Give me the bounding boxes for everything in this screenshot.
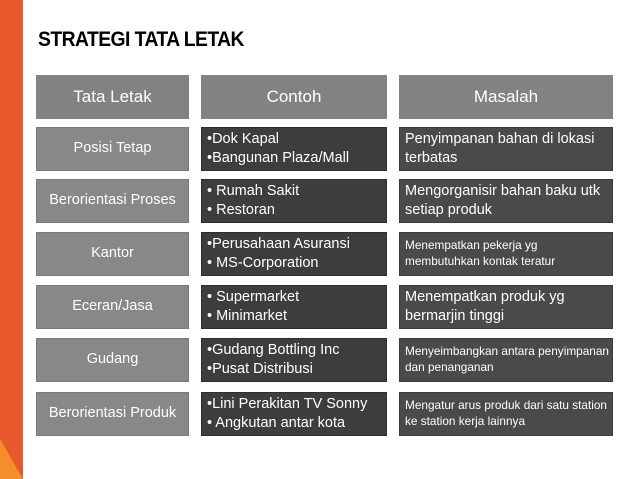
examples-gudang — [201, 338, 387, 382]
header-masalah: Masalah — [399, 75, 613, 119]
header-tata-letak: Tata Letak — [36, 75, 189, 119]
problem-kantor: Menempatkan pekerja yg membutuhkan kontak teratur — [399, 232, 613, 276]
example-item: • Minimarket — [207, 308, 288, 324]
examples-kantor — [201, 232, 387, 276]
row-label-berorientasi-proses: Berorientasi Proses — [36, 179, 189, 223]
problem-gudang: Menyeimbangkan antara penyimpanan dan penanganan — [399, 338, 613, 382]
example-item: • Rumah Sakit — [207, 183, 300, 200]
problem-eceran-jasa: Menempatkan produk yg bermarjin tinggi — [399, 285, 613, 329]
example-item: •Bangunan Plaza/Mall — [207, 150, 350, 166]
accent-bar — [0, 0, 23, 479]
row-label-gudang: Gudang — [36, 338, 189, 382]
examples-berorientasi-proses — [201, 179, 387, 223]
header-contoh: Contoh — [201, 75, 387, 119]
examples-berorientasi-produk — [201, 392, 387, 436]
examples-eceran-jasa — [201, 285, 387, 329]
problem-posisi-tetap: Penyimpanan bahan di lokasi terbatas — [399, 127, 613, 171]
example-item: •Pusat Distribusi — [207, 361, 313, 377]
example-item: •Dok Kapal — [207, 131, 279, 148]
example-item: • Angkutan antar kota — [207, 415, 346, 431]
problem-berorientasi-produk: Mengatur arus produk dari satu station ke station kerja lainnya — [399, 392, 613, 436]
row-label-berorientasi-produk: Berorientasi Produk — [36, 392, 189, 436]
examples-posisi-tetap — [201, 127, 387, 171]
row-label-kantor: Kantor — [36, 232, 189, 276]
slide-title: STRATEGI TATA LETAK — [38, 28, 244, 51]
example-item: •Lini Perakitan TV Sonny — [207, 396, 368, 413]
row-label-eceran-jasa: Eceran/Jasa — [36, 285, 189, 329]
problem-berorientasi-proses: Mengorganisir bahan baku utk setiap produk — [399, 179, 613, 223]
row-label-posisi-tetap: Posisi Tetap — [36, 127, 189, 171]
example-item: • MS-Corporation — [207, 255, 319, 271]
example-item: • Supermarket — [207, 289, 300, 306]
accent-triangle — [0, 439, 23, 479]
example-item: •Gudang Bottling Inc — [207, 342, 340, 359]
example-item: •Perusahaan Asuransi — [207, 236, 350, 253]
example-item: • Restoran — [207, 202, 275, 218]
